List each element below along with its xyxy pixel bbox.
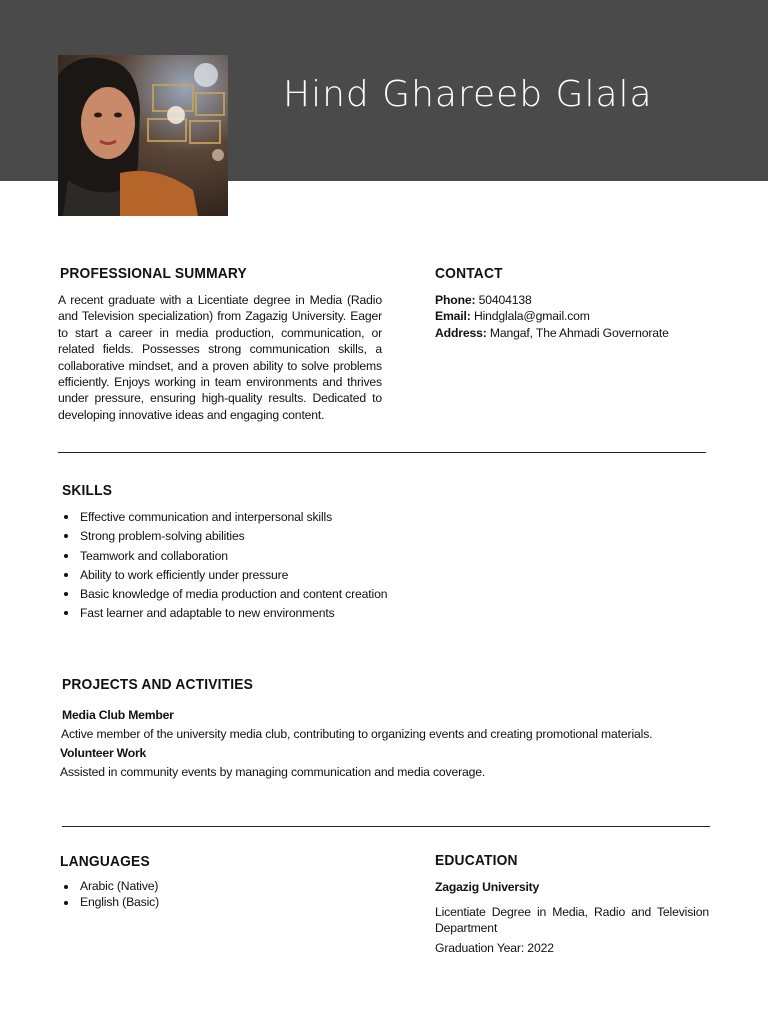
- profile-photo-image: [58, 55, 228, 216]
- skills-heading: SKILLS: [62, 482, 113, 499]
- language-item: Arabic (Native): [58, 878, 358, 894]
- summary-text: A recent graduate with a Licentiate degree in Media (Radio and Television specialization) from Zagazig University. Eager to start a career in media production, communication, or related fields. Possesses strong communication skills, a collaborative mindset, and a proven ability to solve problems efficiently. Enjoys working in team environments and thrives under pressure, ensuring high-quality results. Dedicated to developing innovative ideas and engaging content.: [58, 293, 382, 422]
- phone-label: Phone:: [435, 293, 476, 307]
- contact-phone: [435, 292, 735, 308]
- skill-item: Effective communication and interpersonal skills: [58, 508, 518, 527]
- email-value: Hindglala@gmail.com: [473, 309, 590, 324]
- profile-photo: [58, 55, 228, 216]
- project-description: Assisted in community events by managing communication and media coverage.: [60, 765, 486, 779]
- contact-heading: CONTACT: [435, 265, 503, 282]
- projects-heading: PROJECTS AND ACTIVITIES: [62, 676, 254, 693]
- languages-heading: LANGUAGES: [60, 853, 150, 870]
- project-title: Media Club Member: [62, 708, 174, 722]
- contact-email: [435, 308, 735, 324]
- summary-heading: PROFESSIONAL SUMMARY: [60, 265, 247, 282]
- languages-list: [58, 878, 358, 911]
- email-label: Email:: [435, 309, 471, 324]
- education-school: Zagazig University: [435, 880, 540, 894]
- contact-block: [435, 292, 735, 341]
- skill-item: Strong problem-solving abilities: [58, 527, 518, 546]
- project-description: Active member of the university media club, contributing to organizing events and creating promotional materials.: [61, 727, 653, 741]
- education-heading: EDUCATION: [435, 852, 518, 869]
- language-item: English (Basic): [58, 894, 358, 910]
- divider: [58, 452, 706, 453]
- skill-item: Basic knowledge of media production and content creation: [58, 585, 518, 604]
- skill-item: Ability to work efficiently under pressure: [58, 566, 518, 585]
- divider: [62, 826, 710, 827]
- project-title: Volunteer Work: [60, 746, 147, 760]
- phone-value: 50404138: [478, 293, 532, 307]
- skill-item: Teamwork and collaboration: [58, 547, 518, 566]
- skills-list: [58, 508, 518, 624]
- education-degree: Licentiate Degree in Media, Radio and Television Department: [435, 905, 709, 936]
- address-label: Address:: [435, 325, 487, 340]
- education-graduation: Graduation Year: 2022: [435, 941, 554, 955]
- candidate-name: Hind Ghareeb Glala: [283, 74, 653, 115]
- address-value: Mangaf, The Ahmadi Governorate: [489, 325, 669, 340]
- skill-item: Fast learner and adaptable to new environments: [58, 604, 518, 623]
- contact-address: [435, 325, 735, 341]
